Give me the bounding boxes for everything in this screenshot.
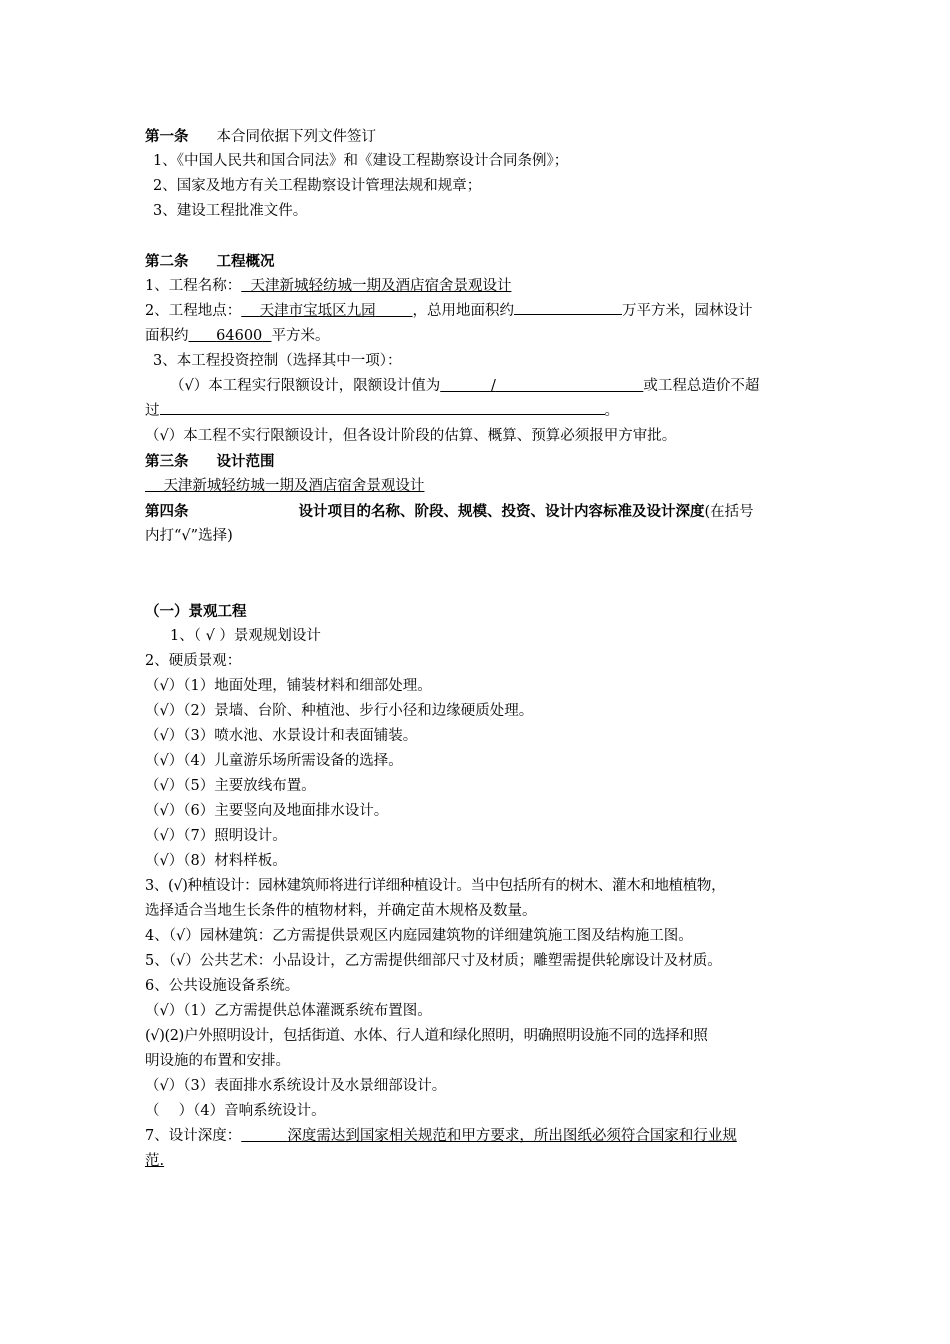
section1-line-8: （√）（6）主要竖向及地面排水设计。 (145, 803, 389, 819)
invest-option-1-over: 过 (145, 403, 160, 419)
section1-line-15: 6、公共设施设备系统。 (145, 978, 300, 994)
invest-control-title: 3、本工程投资控制（选择其中一项）： (153, 353, 402, 369)
section1-line-9: （√）（7）照明设计。 (145, 828, 287, 844)
project-site-line (145, 299, 810, 324)
design-scope-line (145, 474, 810, 499)
article3-heading-line (145, 449, 810, 475)
section1-line-20: （ ）（4）音响系统设计。 (145, 1103, 326, 1119)
article3-title: 设计范围 (216, 453, 275, 470)
article4-heading: 第四条 (145, 503, 189, 520)
design-depth-value-a: 深度需达到国家相关规范和甲方要求，所出图纸必须符合国家和行业规 (287, 1128, 737, 1144)
section1-line-17: (√)(2)户外照明设计，包括街道、水体、行人道和绿化照明，明确照明设施不同的选择和照 (145, 1028, 708, 1044)
article3-heading: 第三条 (145, 453, 189, 470)
design-depth-value-b: 范. (145, 1153, 165, 1169)
project-name-label: 1、工程名称： (145, 278, 242, 294)
section1-line-6: （√）（4）儿童游乐场所需设备的选择。 (145, 753, 403, 769)
section1-line-19: （√）（3）表面排水系统设计及水景细部设计。 (145, 1078, 447, 1094)
limit-value: / (490, 378, 496, 394)
invest-option-1-line (170, 374, 835, 399)
design-area-unit: 平方米。 (271, 328, 330, 344)
article2-heading-line (145, 249, 810, 275)
design-depth-line (145, 1124, 810, 1149)
article1-title: 本合同依据下列文件签订 (216, 129, 376, 145)
article4-title: 设计项目的名称、阶段、规模、投资、设计内容标准及设计深度 (298, 503, 705, 520)
design-depth-cont (145, 1149, 810, 1174)
project-name-value: 天津新城轻纺城一期及酒店宿舍景观设计 (250, 278, 512, 294)
design-area-label: 面积约 (145, 328, 189, 344)
section1-line-7: （√）（5）主要放线布置。 (145, 778, 316, 794)
article1-heading: 第一条 (145, 128, 189, 145)
section1-line-2: 2、硬质景观： (145, 653, 242, 669)
article1-item-2: 2、国家及地方有关工程勘察设计管理法规和规章； (153, 178, 482, 194)
section1-line-5: （√）（3）喷水池、水景设计和表面铺装。 (145, 728, 418, 744)
section1-line-12: 选择适合当地生长条件的植物材料，并确定苗木规格及数量。 (145, 903, 537, 919)
total-cost-blank (160, 414, 605, 415)
design-scope-value: 天津新城轻纺城一期及酒店宿舍景观设计 (163, 478, 425, 494)
section1-line-13: 4、（√）园林建筑：乙方需提供景观区内庭园建筑物的详细建筑施工图及结构施工图。 (145, 928, 693, 944)
design-area-line (145, 324, 810, 349)
section1-line-11: 3、(√)种植设计：园林建筑师将进行详细种植设计。当中包括所有的树木、灌木和地植植物， (145, 878, 726, 894)
design-depth-label: 7、设计深度： (145, 1128, 242, 1144)
invest-option-1-tail: 或工程总造价不超 (643, 378, 760, 394)
project-name-line (145, 274, 810, 299)
section1-line-16: （√）（1）乙方需提供总体灌溉系统布置图。 (145, 1003, 432, 1019)
project-site-value: 天津市宝坻区九园 (259, 303, 376, 319)
article1-item-1: 1、《中国人民共和国合同法》和《建设工程勘察设计合同条例》； (153, 153, 569, 169)
design-area-value: 64600 (216, 328, 263, 344)
section1-line-14: 5、（√）公共艺术：小品设计，乙方需提供细部尺寸及材质；雕塑需提供轮廓设计及材质。 (145, 953, 722, 969)
section1-line-18: 明设施的布置和安排。 (145, 1053, 290, 1069)
section1-line-10: （√）（8）材料样板。 (145, 853, 287, 869)
project-site-unit: 万平方米，园林设计 (622, 303, 753, 319)
total-area-blank (514, 314, 622, 315)
article4-note-b: 内打“√”选择) (145, 528, 233, 544)
invest-option-2: （√）本工程不实行限额设计，但各设计阶段的估算、概算、预算必须报甲方审批。 (145, 428, 677, 444)
invest-option-1-end: 。 (604, 403, 619, 419)
article2-heading: 第二条 (145, 253, 189, 270)
section1-title: （一）景观工程 (145, 603, 247, 620)
invest-option-1-cont (145, 399, 810, 424)
project-site-mid: ，总用地面积约 (412, 303, 515, 319)
invest-option-1-text: （√）本工程实行限额设计，限额设计值为 (170, 378, 441, 394)
article2-title: 工程概况 (216, 253, 275, 270)
article4-heading-line (145, 499, 810, 525)
section1-line-1: 1、（ √ ）景观规划设计 (170, 628, 321, 644)
section1-line-4: （√）（2）景墙、台阶、种植池、步行小径和边缘硬质处理。 (145, 703, 534, 719)
article4-note-a: (在括号 (704, 504, 754, 520)
section1-line-3: （√）（1）地面处理，铺装材料和细部处理。 (145, 678, 432, 694)
article1-heading-line (145, 124, 810, 150)
article1-item-3: 3、建设工程批准文件。 (153, 203, 308, 219)
project-site-label: 2、工程地点： (145, 303, 242, 319)
